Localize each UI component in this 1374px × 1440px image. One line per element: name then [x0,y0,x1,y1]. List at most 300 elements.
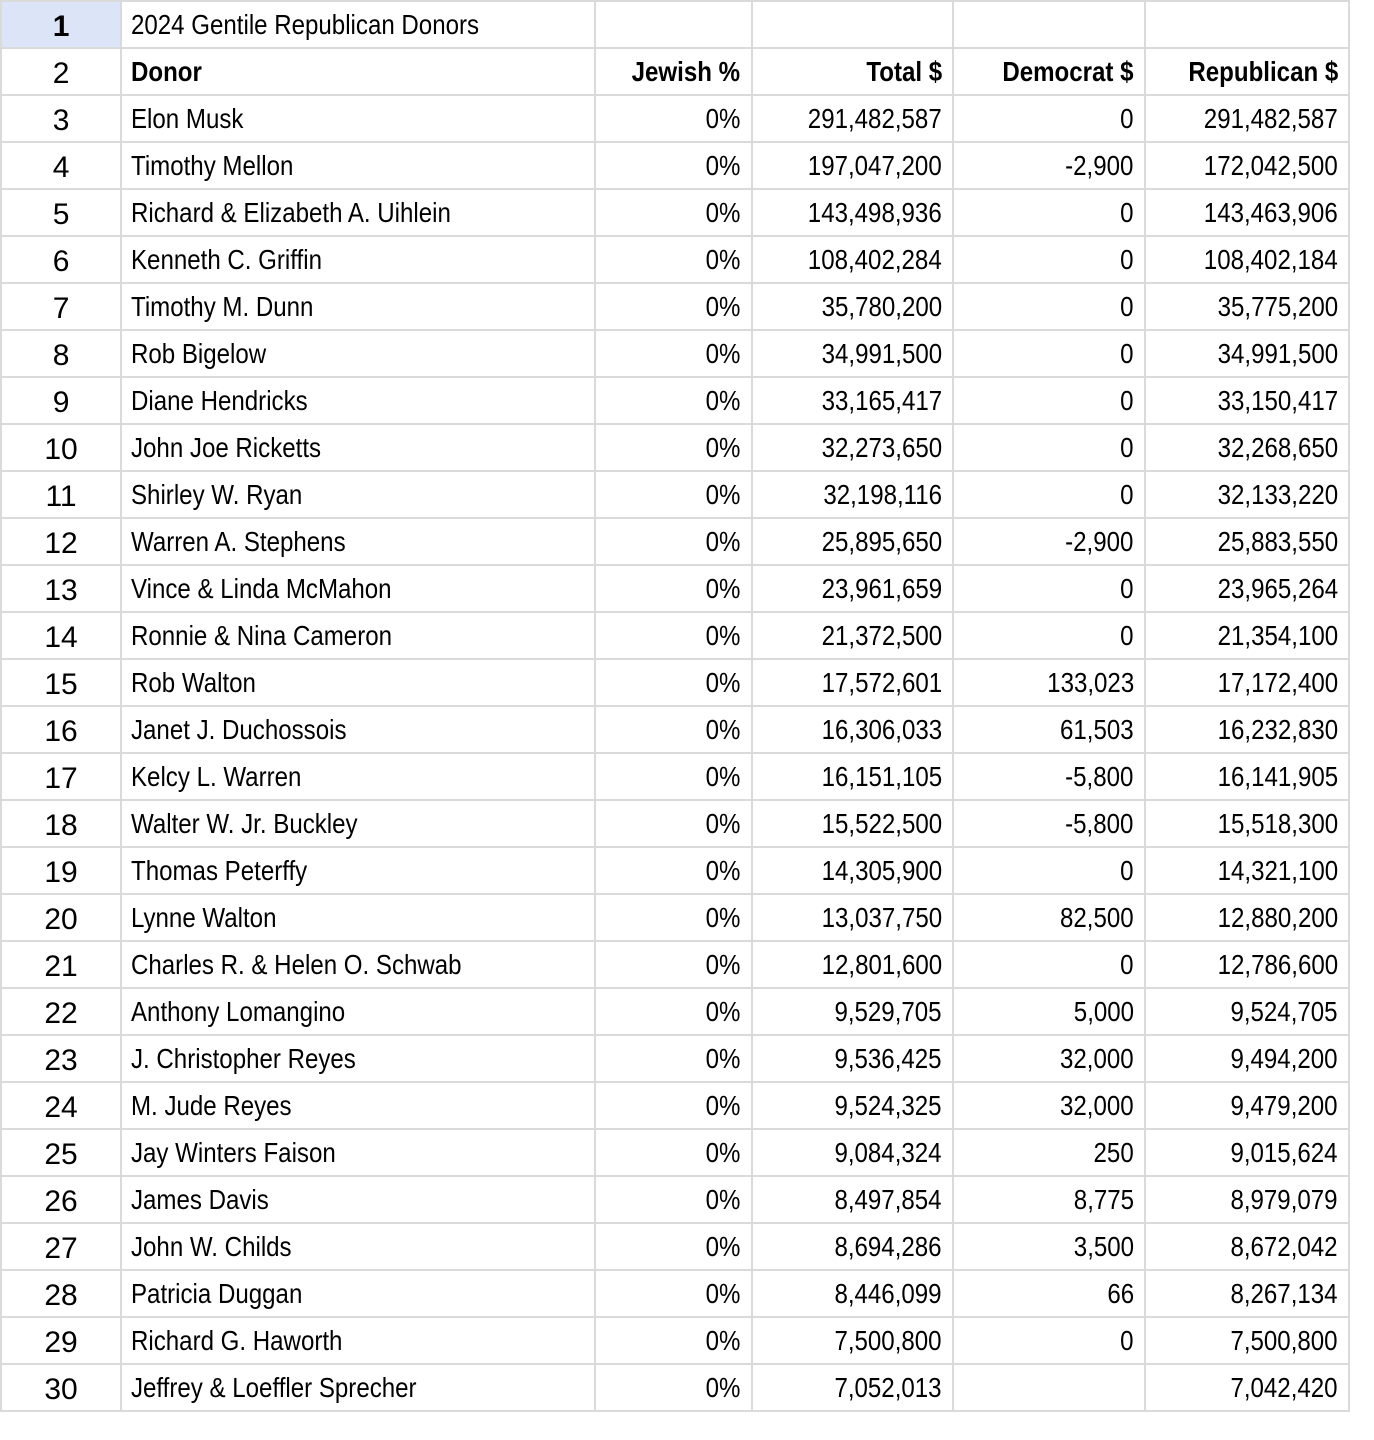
democrat-amount-cell[interactable] [953,988,1145,1035]
donor: Patricia Duggan [131,1277,303,1309]
total-amount-cell[interactable] [752,753,953,800]
democrat-amount-cell[interactable] [953,753,1145,800]
total-amount-cell[interactable] [752,424,953,471]
table-row [1,800,1349,847]
democrat-amount: -5,800 [1065,760,1134,792]
jewish-pct-cell[interactable] [595,706,751,753]
jewish-pct: 0% [705,995,741,1027]
total-amount-cell[interactable] [752,1176,953,1223]
republican-amount-cell[interactable] [1145,330,1349,377]
republican-amount: 9,524,705 [1230,995,1338,1027]
democrat-amount-cell[interactable] [953,706,1145,753]
header-republican: Republican $ [1188,55,1338,87]
row-header[interactable]: 23 [1,1035,121,1082]
republican-amount: 172,042,500 [1204,149,1338,181]
republican-amount-cell[interactable] [1145,189,1349,236]
row-header[interactable]: 10 [1,424,121,471]
republican-amount-cell[interactable] [1145,941,1349,988]
donor-cell[interactable] [121,189,595,236]
total-amount: 23,961,659 [821,572,942,604]
democrat-amount-cell[interactable] [953,1317,1145,1364]
republican-amount: 23,965,264 [1217,572,1338,604]
republican-amount-cell[interactable] [1145,1364,1349,1411]
total-amount-cell[interactable] [752,236,953,283]
total-amount-cell[interactable] [752,1035,953,1082]
jewish-pct: 0% [705,1230,741,1262]
democrat-amount-cell[interactable] [953,800,1145,847]
democrat-amount-cell[interactable] [953,1176,1145,1223]
jewish-pct: 0% [705,854,741,886]
jewish-pct-cell[interactable] [595,847,751,894]
table-row [1,283,1349,330]
republican-amount-cell[interactable] [1145,1317,1349,1364]
table-row [1,189,1349,236]
jewish-pct: 0% [705,760,741,792]
donor-cell[interactable] [121,1364,595,1411]
donor-cell[interactable] [121,95,595,142]
jewish-pct: 0% [705,572,741,604]
total-amount: 13,037,750 [821,901,942,933]
row-header[interactable]: 16 [1,706,121,753]
donor-cell[interactable] [121,236,595,283]
table-row [1,1129,1349,1176]
cell[interactable] [752,1,953,48]
donor-cell[interactable] [121,330,595,377]
democrat-amount: 133,023 [1046,666,1134,698]
header-democrat: Democrat $ [1002,55,1134,87]
democrat-amount-cell[interactable] [953,941,1145,988]
row-header[interactable]: 2 [1,48,121,95]
jewish-pct-cell[interactable] [595,283,751,330]
row-header[interactable]: 8 [1,330,121,377]
row-header[interactable]: 4 [1,142,121,189]
total-amount: 197,047,200 [807,149,942,181]
table-row [1,1035,1349,1082]
republican-amount-cell[interactable] [1145,236,1349,283]
republican-amount-cell[interactable] [1145,1223,1349,1270]
total-amount: 21,372,500 [821,619,942,651]
cell[interactable] [953,1,1145,48]
jewish-pct-cell[interactable] [595,471,751,518]
row-header[interactable]: 30 [1,1364,121,1411]
total-amount: 108,402,284 [807,243,942,275]
total-amount-cell[interactable] [752,1223,953,1270]
total-amount: 25,895,650 [821,525,942,557]
jewish-pct-cell[interactable] [595,941,751,988]
donor: Thomas Peterffy [131,854,308,886]
table-row [1,753,1349,800]
republican-amount: 7,500,800 [1230,1324,1338,1356]
table-row [1,1082,1349,1129]
republican-amount-cell[interactable] [1145,1176,1349,1223]
jewish-pct: 0% [705,243,741,275]
jewish-pct-cell[interactable] [595,612,751,659]
republican-amount-cell[interactable] [1145,753,1349,800]
total-amount: 15,522,500 [821,807,942,839]
sheet-title: 2024 Gentile Republican Donors [131,8,480,40]
total-amount: 32,273,650 [821,431,942,463]
jewish-pct: 0% [705,1183,741,1215]
donor-cell[interactable] [121,659,595,706]
donor: Kelcy L. Warren [131,760,302,792]
total-amount-cell[interactable] [752,612,953,659]
donor-cell[interactable] [121,941,595,988]
republican-amount-cell[interactable] [1145,800,1349,847]
jewish-pct-cell[interactable] [595,988,751,1035]
total-amount: 8,446,099 [834,1277,942,1309]
total-amount-cell[interactable] [752,1082,953,1129]
row-header[interactable]: 6 [1,236,121,283]
total-amount-cell[interactable] [752,471,953,518]
donor: Elon Musk [131,102,244,134]
total-amount: 9,524,325 [834,1089,942,1121]
total-amount-cell[interactable] [752,988,953,1035]
table-row [1,1364,1349,1411]
republican-amount-cell[interactable] [1145,95,1349,142]
row-header[interactable]: 13 [1,565,121,612]
row-header[interactable]: 5 [1,189,121,236]
jewish-pct-cell[interactable] [595,236,751,283]
jewish-pct-cell[interactable] [595,1270,751,1317]
jewish-pct: 0% [705,290,741,322]
jewish-pct-cell[interactable] [595,142,751,189]
republican-amount: 9,015,624 [1230,1136,1338,1168]
row-header[interactable]: 28 [1,1270,121,1317]
democrat-amount-cell[interactable] [953,847,1145,894]
jewish-pct: 0% [705,149,741,181]
row-header[interactable]: 29 [1,1317,121,1364]
jewish-pct: 0% [705,1371,741,1403]
table-row [1,142,1349,189]
democrat-amount: 32,000 [1060,1089,1134,1121]
donor-cell[interactable] [121,1082,595,1129]
republican-amount: 15,518,300 [1217,807,1338,839]
row-header[interactable]: 26 [1,1176,121,1223]
table-row [1,659,1349,706]
donor-cell[interactable] [121,1223,595,1270]
democrat-amount-cell[interactable] [953,330,1145,377]
header-democrat-cell[interactable] [953,48,1145,95]
total-amount: 9,536,425 [834,1042,942,1074]
jewish-pct-cell[interactable] [595,1223,751,1270]
total-amount-cell[interactable] [752,706,953,753]
total-amount-cell[interactable] [752,518,953,565]
republican-amount-cell[interactable] [1145,1129,1349,1176]
jewish-pct-cell[interactable] [595,518,751,565]
republican-amount: 8,979,079 [1230,1183,1338,1215]
donor-cell[interactable] [121,1035,595,1082]
republican-amount: 32,268,650 [1217,431,1338,463]
jewish-pct-cell[interactable] [595,659,751,706]
democrat-amount-cell[interactable] [953,95,1145,142]
donor: Kenneth C. Griffin [131,243,323,275]
jewish-pct: 0% [705,196,741,228]
jewish-pct-cell[interactable] [595,800,751,847]
republican-amount: 32,133,220 [1217,478,1338,510]
democrat-amount-cell[interactable] [953,283,1145,330]
democrat-amount: -2,900 [1065,149,1134,181]
total-amount-cell[interactable] [752,330,953,377]
jewish-pct: 0% [705,337,741,369]
democrat-amount: 0 [1120,1324,1134,1356]
table-row [1,518,1349,565]
democrat-amount: 0 [1120,290,1134,322]
democrat-amount-cell[interactable] [953,612,1145,659]
total-amount-cell[interactable] [752,1129,953,1176]
jewish-pct-cell[interactable] [595,424,751,471]
jewish-pct-cell[interactable] [595,189,751,236]
table-row [1,1223,1349,1270]
row-header[interactable]: 1 [1,1,121,48]
row-header[interactable]: 21 [1,941,121,988]
republican-amount-cell[interactable] [1145,283,1349,330]
total-amount: 35,780,200 [821,290,942,322]
row-header[interactable]: 14 [1,612,121,659]
republican-amount: 291,482,587 [1204,102,1338,134]
total-amount-cell[interactable] [752,847,953,894]
total-amount: 143,498,936 [807,196,942,228]
total-amount: 9,084,324 [834,1136,942,1168]
row-header[interactable]: 20 [1,894,121,941]
donor: James Davis [131,1183,269,1215]
jewish-pct-cell[interactable] [595,330,751,377]
republican-amount-cell[interactable] [1145,847,1349,894]
total-amount-cell[interactable] [752,377,953,424]
republican-amount-cell[interactable] [1145,1270,1349,1317]
total-amount-cell[interactable] [752,659,953,706]
democrat-amount-cell[interactable] [953,1270,1145,1317]
democrat-amount-cell[interactable] [953,424,1145,471]
row-header[interactable]: 15 [1,659,121,706]
republican-amount: 12,880,200 [1217,901,1338,933]
header-donor-cell[interactable] [121,48,595,95]
republican-amount: 9,494,200 [1230,1042,1338,1074]
row-header[interactable]: 25 [1,1129,121,1176]
donor: Jeffrey & Loeffler Sprecher [131,1371,417,1403]
democrat-amount-cell[interactable] [953,189,1145,236]
donor-cell[interactable] [121,1129,595,1176]
donor: Charles R. & Helen O. Schwab [131,948,462,980]
jewish-pct-cell[interactable] [595,1317,751,1364]
row-header[interactable]: 17 [1,753,121,800]
total-amount: 7,052,013 [834,1371,942,1403]
donor-cell[interactable] [121,377,595,424]
table-row [1,847,1349,894]
democrat-amount-cell[interactable] [953,1035,1145,1082]
row-header[interactable]: 18 [1,800,121,847]
total-amount-cell[interactable] [752,1317,953,1364]
democrat-amount: -2,900 [1065,525,1134,557]
jewish-pct-cell[interactable] [595,1082,751,1129]
donor-cell[interactable] [121,142,595,189]
total-amount: 7,500,800 [834,1324,942,1356]
jewish-pct-cell[interactable] [595,1364,751,1411]
total-amount-cell[interactable] [752,565,953,612]
header-republican-cell[interactable] [1145,48,1349,95]
jewish-pct: 0% [705,901,741,933]
title-row [1,1,1349,48]
jewish-pct: 0% [705,619,741,651]
header-total: Total $ [865,55,942,87]
header-row [1,48,1349,95]
donor: Timothy Mellon [131,149,294,181]
donor-cell[interactable] [121,706,595,753]
donor-cell[interactable] [121,471,595,518]
total-amount: 8,694,286 [834,1230,942,1262]
democrat-amount: 5,000 [1073,995,1134,1027]
row-header[interactable]: 27 [1,1223,121,1270]
democrat-amount-cell[interactable] [953,659,1145,706]
democrat-amount-cell[interactable] [953,377,1145,424]
total-amount: 16,151,105 [821,760,942,792]
democrat-amount-cell[interactable] [953,1364,1145,1411]
democrat-amount-cell[interactable] [953,565,1145,612]
donor-cell[interactable] [121,424,595,471]
donor-cell[interactable] [121,1176,595,1223]
donor: Diane Hendricks [131,384,308,416]
jewish-pct-cell[interactable] [595,1129,751,1176]
republican-amount-cell[interactable] [1145,1035,1349,1082]
jewish-pct: 0% [705,713,741,745]
jewish-pct: 0% [705,666,741,698]
jewish-pct-cell[interactable] [595,1176,751,1223]
republican-amount: 8,672,042 [1230,1230,1338,1262]
table-row [1,612,1349,659]
row-header[interactable]: 12 [1,518,121,565]
total-amount-cell[interactable] [752,283,953,330]
republican-amount-cell[interactable] [1145,659,1349,706]
democrat-amount: 3,500 [1073,1230,1134,1262]
republican-amount-cell[interactable] [1145,565,1349,612]
republican-amount-cell[interactable] [1145,706,1349,753]
republican-amount-cell[interactable] [1145,988,1349,1035]
jewish-pct-cell[interactable] [595,377,751,424]
democrat-amount-cell[interactable] [953,1129,1145,1176]
total-amount: 17,572,601 [821,666,942,698]
republican-amount: 25,883,550 [1217,525,1338,557]
donor: Shirley W. Ryan [131,478,303,510]
democrat-amount: 0 [1120,243,1134,275]
republican-amount-cell[interactable] [1145,894,1349,941]
donor-cell[interactable] [121,565,595,612]
table-row [1,1317,1349,1364]
democrat-amount-cell[interactable] [953,142,1145,189]
republican-amount-cell[interactable] [1145,142,1349,189]
donor-cell[interactable] [121,518,595,565]
total-amount-cell[interactable] [752,1270,953,1317]
total-amount-cell[interactable] [752,941,953,988]
democrat-amount-cell[interactable] [953,894,1145,941]
jewish-pct: 0% [705,102,741,134]
republican-amount: 16,232,830 [1217,713,1338,745]
democrat-amount: 32,000 [1060,1042,1134,1074]
total-amount: 12,801,600 [821,948,942,980]
jewish-pct: 0% [705,1277,741,1309]
donor-cell[interactable] [121,283,595,330]
table-row [1,471,1349,518]
row-header[interactable]: 22 [1,988,121,1035]
jewish-pct-cell[interactable] [595,894,751,941]
republican-amount: 17,172,400 [1217,666,1338,698]
donor-cell[interactable] [121,753,595,800]
total-amount-cell[interactable] [752,800,953,847]
row-header[interactable]: 24 [1,1082,121,1129]
republican-amount-cell[interactable] [1145,612,1349,659]
table-row [1,706,1349,753]
total-amount-cell[interactable] [752,189,953,236]
republican-amount-cell[interactable] [1145,424,1349,471]
jewish-pct: 0% [705,525,741,557]
sheet-title-cell[interactable] [121,1,595,48]
donor-cell[interactable] [121,1317,595,1364]
republican-amount-cell[interactable] [1145,518,1349,565]
donor: Richard G. Haworth [131,1324,343,1356]
header-total-cell[interactable] [752,48,953,95]
table-row [1,377,1349,424]
republican-amount: 21,354,100 [1217,619,1338,651]
republican-amount-cell[interactable] [1145,471,1349,518]
total-amount-cell[interactable] [752,894,953,941]
table-row [1,894,1349,941]
row-header[interactable]: 11 [1,471,121,518]
total-amount-cell[interactable] [752,95,953,142]
total-amount: 32,198,116 [822,478,942,510]
table-row [1,95,1349,142]
total-amount: 9,529,705 [834,995,942,1027]
header-jewish-cell[interactable] [595,48,751,95]
donor-cell[interactable] [121,612,595,659]
democrat-amount-cell[interactable] [953,236,1145,283]
total-amount: 33,165,417 [821,384,942,416]
donor-cell[interactable] [121,988,595,1035]
donor: Timothy M. Dunn [131,290,314,322]
donor-cell[interactable] [121,847,595,894]
democrat-amount: 0 [1120,384,1134,416]
democrat-amount-cell[interactable] [953,471,1145,518]
democrat-amount: 0 [1120,337,1134,369]
democrat-amount-cell[interactable] [953,1223,1145,1270]
jewish-pct-cell[interactable] [595,753,751,800]
republican-amount-cell[interactable] [1145,1082,1349,1129]
democrat-amount: 0 [1120,431,1134,463]
democrat-amount: 66 [1107,1277,1134,1309]
donor-cell[interactable] [121,894,595,941]
donor-cell[interactable] [121,1270,595,1317]
row-header[interactable]: 7 [1,283,121,330]
donor: Walter W. Jr. Buckley [131,807,358,839]
republican-amount-cell[interactable] [1145,377,1349,424]
total-amount: 8,497,854 [834,1183,942,1215]
donor-cell[interactable] [121,800,595,847]
cell[interactable] [595,1,751,48]
total-amount-cell[interactable] [752,142,953,189]
jewish-pct-cell[interactable] [595,95,751,142]
donor: M. Jude Reyes [131,1089,292,1121]
row-header[interactable]: 9 [1,377,121,424]
republican-amount: 33,150,417 [1217,384,1338,416]
total-amount-cell[interactable] [752,1364,953,1411]
jewish-pct-cell[interactable] [595,565,751,612]
table-row [1,1270,1349,1317]
cell[interactable] [1145,1,1349,48]
donor: Lynne Walton [131,901,277,933]
republican-amount: 16,141,905 [1217,760,1338,792]
democrat-amount-cell[interactable] [953,518,1145,565]
democrat-amount-cell[interactable] [953,1082,1145,1129]
row-header[interactable]: 19 [1,847,121,894]
row-header[interactable]: 3 [1,95,121,142]
jewish-pct-cell[interactable] [595,1035,751,1082]
